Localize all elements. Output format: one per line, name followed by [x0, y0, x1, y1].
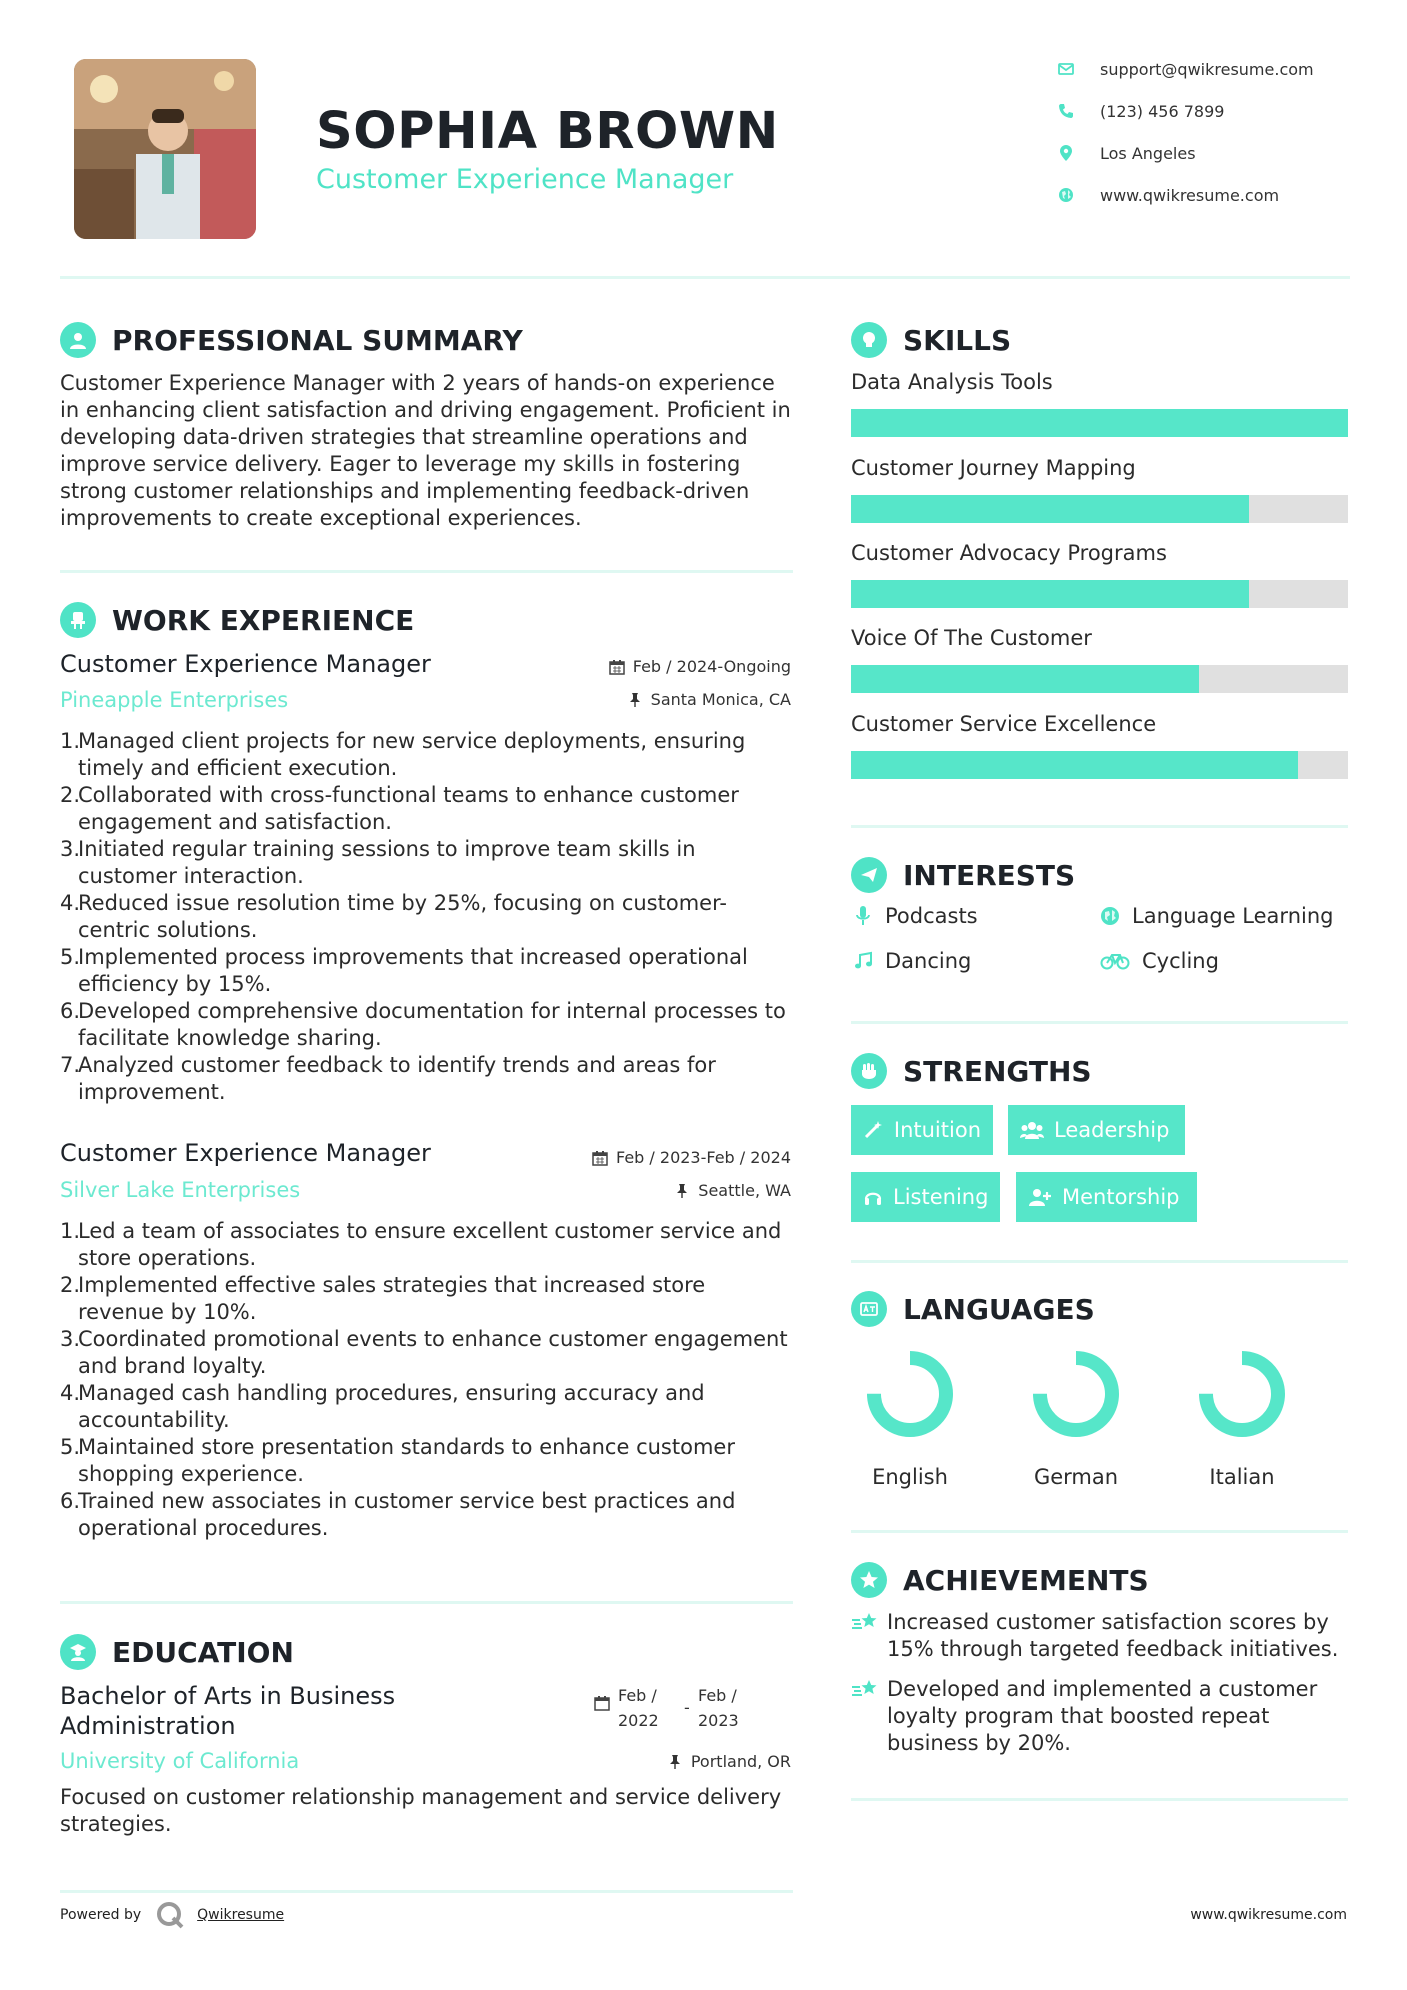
- language-label: English: [872, 1465, 948, 1489]
- list-item: [60, 1052, 793, 1106]
- education-start-month: Feb /: [618, 1686, 657, 1705]
- shooting-star-icon: [851, 1609, 887, 1663]
- interest-label: Language Learning: [1132, 904, 1334, 928]
- list-item: [60, 782, 793, 836]
- achievement-text: Increased customer satisfaction scores by 15% through targeted feedback initiatives.: [887, 1610, 1339, 1661]
- contact-website-text: www.qwikresume.com: [1100, 185, 1280, 205]
- header-divider: [60, 276, 1350, 279]
- list-item: [60, 836, 793, 890]
- contact-location-text: Los Angeles: [1100, 143, 1196, 163]
- achievement-item: [851, 1676, 1351, 1757]
- globe-icon: [1056, 185, 1076, 205]
- skill-bar: [851, 665, 1348, 693]
- education-date-dash: -: [684, 1698, 690, 1717]
- summary-heading: [60, 322, 523, 358]
- summary-divider: [60, 570, 793, 573]
- language-item: [850, 1347, 970, 1489]
- list-number: 4.: [60, 891, 81, 915]
- candidate-title: Customer Experience Manager: [316, 164, 734, 195]
- list-number: 4.: [60, 1381, 81, 1405]
- job-duties: [60, 1218, 793, 1542]
- graduate-icon: [60, 1634, 96, 1670]
- interests-heading: [851, 857, 1075, 893]
- contact-email-text: support@qwikresume.com: [1100, 59, 1314, 79]
- candidate-name: SOPHIA BROWN: [316, 102, 779, 161]
- education-end-month: Feb /: [698, 1686, 737, 1705]
- list-text: Analyzed customer feedback to identify trends and areas for improvement.: [78, 1053, 716, 1104]
- achievement-item: [851, 1609, 1351, 1663]
- summary-text: Customer Experience Manager with 2 years of hands-on experience in enhancing client satisfaction and driving engagement. Proficient in developing data-driven strategies that streamline operations and improve service delivery. Eager to leverage my skills in fostering strong customer relationships and implementing feedback-driven improvements to create exceptional experiences.: [60, 371, 791, 530]
- globe-icon: [1098, 904, 1122, 928]
- envelope-icon: [1056, 59, 1076, 79]
- contact-phone[interactable]: [1056, 101, 1224, 121]
- strengths-heading-text: STRENGTHS: [903, 1054, 1092, 1088]
- skill-label: Customer Journey Mapping: [851, 456, 1136, 480]
- skill-bar: [851, 580, 1348, 608]
- skill-bar-fill: [851, 665, 1199, 693]
- interest-label: Cycling: [1142, 949, 1219, 973]
- list-text: Collaborated with cross-functional teams to enhance customer engagement and satisfaction.: [78, 783, 739, 834]
- list-item: [60, 998, 793, 1052]
- microphone-icon: [851, 904, 875, 928]
- list-text: Developed comprehensive documentation for internal processes to facilitate knowledge sharing.: [78, 999, 786, 1050]
- interest-item: [851, 904, 978, 928]
- map-pin-icon: [1056, 143, 1076, 163]
- list-text: Managed client projects for new service deployments, ensuring timely and efficient execution.: [78, 729, 746, 780]
- education-start-year: 2022: [618, 1711, 659, 1730]
- list-number: 2.: [60, 1273, 81, 1297]
- star-badge-icon: [851, 1562, 887, 1598]
- list-item: [60, 1326, 793, 1380]
- languages-heading-text: LANGUAGES: [903, 1292, 1095, 1326]
- list-number: 2.: [60, 783, 81, 807]
- calendar-icon: [594, 1695, 610, 1711]
- language-label: German: [1033, 1465, 1119, 1489]
- interest-label: Dancing: [885, 949, 972, 973]
- skill-bar: [851, 495, 1348, 523]
- skill-label: Customer Advocacy Programs: [851, 541, 1167, 565]
- job-location-text: Seattle, WA: [698, 1181, 791, 1200]
- strengths-heading: [851, 1053, 1092, 1089]
- footer-powered-by: [60, 1900, 284, 1930]
- chair-icon: [60, 602, 96, 638]
- shooting-star-icon: [851, 1676, 887, 1757]
- education-location: [667, 1752, 791, 1771]
- contact-phone-text: (123) 456 7899: [1100, 101, 1225, 121]
- strengths-divider: [851, 1260, 1348, 1263]
- achievement-text: Developed and implemented a customer loyalty program that boosted repeat business by 20%.: [887, 1677, 1318, 1755]
- skills-divider: [851, 825, 1348, 828]
- skill-bar: [851, 751, 1348, 779]
- job-location: [627, 690, 791, 709]
- skill-bar-fill: [851, 751, 1298, 779]
- school: University of California: [60, 1749, 300, 1773]
- achievements-heading-text: ACHIEVEMENTS: [903, 1563, 1149, 1597]
- list-item: [60, 1488, 793, 1542]
- users-icon: [1020, 1118, 1044, 1142]
- contact-email[interactable]: [1056, 59, 1314, 79]
- list-item: [60, 728, 793, 782]
- skill-bar-fill: [851, 495, 1249, 523]
- phone-icon: [1056, 101, 1076, 121]
- languages-heading: [851, 1291, 1095, 1327]
- interest-item: [1098, 949, 1219, 973]
- hand-icon: [851, 1053, 887, 1089]
- language-dial: [1029, 1347, 1123, 1441]
- skill-label: Customer Service Excellence: [851, 712, 1157, 736]
- education-heading: [60, 1634, 294, 1670]
- list-number: 1.: [60, 729, 81, 753]
- skills-heading: [851, 322, 1011, 358]
- job-dates: [592, 1148, 791, 1167]
- strength-label: Intuition: [893, 1118, 981, 1142]
- languages-divider: [851, 1530, 1348, 1533]
- contact-location: [1056, 143, 1196, 163]
- skills-heading-text: SKILLS: [903, 323, 1012, 357]
- list-number: 3.: [60, 1327, 81, 1351]
- skill-label: Voice Of The Customer: [851, 626, 1092, 650]
- list-item: [60, 1272, 793, 1326]
- powered-by-text: Powered by: [60, 1907, 142, 1923]
- list-item: [60, 1380, 793, 1434]
- list-number: 6.: [60, 1489, 81, 1513]
- list-text: Managed cash handling procedures, ensuring accuracy and accountability.: [78, 1381, 705, 1432]
- list-number: 7.: [60, 1053, 81, 1077]
- education-start: [618, 1683, 684, 1733]
- education-end-year: 2023: [698, 1711, 739, 1730]
- education-divider: [60, 1890, 793, 1893]
- profile-photo: [74, 59, 256, 239]
- list-text: Maintained store presentation standards to enhance customer shopping experience.: [78, 1435, 735, 1486]
- work-divider: [60, 1601, 793, 1604]
- calendar-icon: [609, 659, 625, 675]
- interest-label: Podcasts: [885, 904, 978, 928]
- lightbulb-icon: [851, 322, 887, 358]
- strength-label: Listening: [893, 1185, 989, 1209]
- language-dial: [863, 1347, 957, 1441]
- qwikresume-logo-icon: [155, 1900, 185, 1930]
- language-dial: [1195, 1347, 1289, 1441]
- user-icon: [60, 322, 96, 358]
- strength-badge: [1008, 1105, 1185, 1155]
- job-duties: [60, 728, 793, 1106]
- skill-bar-fill: [851, 409, 1348, 437]
- list-item: [60, 1434, 793, 1488]
- skill-label: Data Analysis Tools: [851, 370, 1053, 394]
- list-item: [60, 944, 793, 998]
- education-dates: [594, 1683, 739, 1733]
- pushpin-icon: [674, 1183, 690, 1199]
- list-item: [60, 1218, 793, 1272]
- education-heading-text: EDUCATION: [112, 1635, 294, 1669]
- strength-label: Mentorship: [1062, 1185, 1180, 1209]
- list-text: Coordinated promotional events to enhance customer engagement and brand loyalty.: [78, 1327, 788, 1378]
- work-heading: [60, 602, 414, 638]
- language-card-icon: [851, 1291, 887, 1327]
- headphones-icon: [863, 1185, 883, 1209]
- language-item: [1182, 1347, 1302, 1489]
- list-text: Implemented effective sales strategies that increased store revenue by 10%.: [78, 1273, 706, 1324]
- list-item: [60, 890, 793, 944]
- list-number: 6.: [60, 999, 81, 1023]
- job-role: Customer Experience Manager: [60, 650, 431, 678]
- summary-heading-text: PROFESSIONAL SUMMARY: [112, 323, 523, 357]
- list-number: 5.: [60, 945, 81, 969]
- strength-badge: [851, 1172, 1000, 1222]
- job-location-text: Santa Monica, CA: [650, 690, 791, 709]
- education-description: Focused on customer relationship management and service delivery strategies.: [60, 1785, 782, 1836]
- work-heading-text: WORK EXPERIENCE: [112, 603, 415, 637]
- pushpin-icon: [627, 692, 643, 708]
- job-dates-text: Feb / 2024-Ongoing: [632, 657, 791, 676]
- achievements-divider: [851, 1798, 1348, 1801]
- skill-bar-fill: [851, 580, 1249, 608]
- skill-bar: [851, 409, 1348, 437]
- language-label: Italian: [1209, 1465, 1275, 1489]
- footer-website[interactable]: www.qwikresume.com: [1190, 1907, 1347, 1923]
- list-number: 5.: [60, 1435, 81, 1459]
- education-end: [698, 1683, 739, 1733]
- job-company: Pineapple Enterprises: [60, 688, 289, 712]
- list-number: 3.: [60, 837, 81, 861]
- list-number: 1.: [60, 1219, 81, 1243]
- job-dates-text: Feb / 2023-Feb / 2024: [616, 1148, 791, 1167]
- job-role: Customer Experience Manager: [60, 1139, 431, 1167]
- pushpin-icon: [667, 1754, 683, 1770]
- achievements-heading: [851, 1562, 1149, 1598]
- job-location: [674, 1181, 791, 1200]
- strength-badge: [1016, 1172, 1197, 1222]
- list-text: Led a team of associates to ensure excellent customer service and store operations.: [78, 1219, 782, 1270]
- strength-badge: [851, 1105, 993, 1155]
- user-plus-icon: [1028, 1185, 1052, 1209]
- job-company: Silver Lake Enterprises: [60, 1178, 301, 1202]
- job-dates: [609, 657, 791, 676]
- strength-label: Leadership: [1054, 1118, 1170, 1142]
- degree: Bachelor of Arts in Business Administration: [60, 1682, 396, 1740]
- interest-item: [1098, 904, 1333, 928]
- list-text: Reduced issue resolution time by 25%, focusing on customer-centric solutions.: [78, 891, 727, 942]
- list-text: Initiated regular training sessions to improve team skills in customer interaction.: [78, 837, 696, 888]
- education-location-text: Portland, OR: [690, 1752, 791, 1771]
- interests-divider: [851, 1021, 1348, 1024]
- bicycle-icon: [1098, 949, 1132, 973]
- music-note-icon: [851, 949, 875, 973]
- magic-wand-icon: [863, 1118, 884, 1142]
- interests-heading-text: INTERESTS: [903, 858, 1076, 892]
- list-text: Implemented process improvements that increased operational efficiency by 15%.: [78, 945, 748, 996]
- list-text: Trained new associates in customer service best practices and operational procedures.: [78, 1489, 736, 1540]
- calendar-icon: [592, 1150, 608, 1166]
- contact-website[interactable]: [1056, 185, 1279, 205]
- qwikresume-link[interactable]: Qwikresume: [197, 1907, 285, 1923]
- language-item: [1016, 1347, 1136, 1489]
- interest-item: [851, 949, 971, 973]
- paper-plane-icon: [851, 857, 887, 893]
